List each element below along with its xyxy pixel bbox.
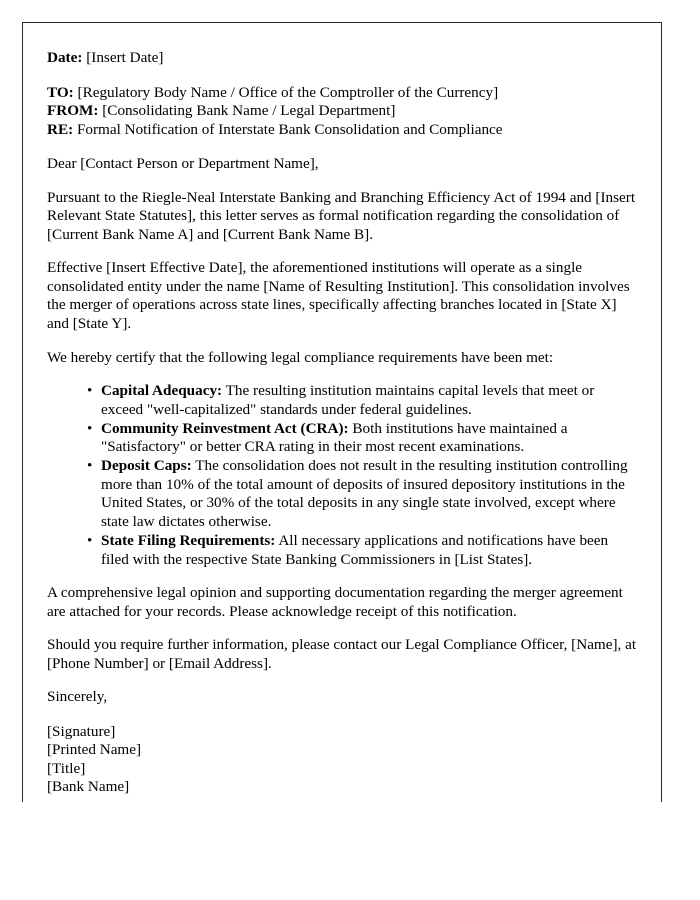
compliance-term: Community Reinvestment Act (CRA): (101, 419, 349, 437)
compliance-text: Both institutions have maintained a "Satisfactory" or better CRA rating in their most recent examinations. (101, 419, 568, 456)
compliance-term: Capital Adequacy: (101, 382, 223, 400)
date-label: Date: (47, 49, 83, 66)
closing-paragraph-2: Should you require further information, please contact our Legal Compliance Officer, [Name], at [Phone Number] or [Email Address]. (47, 636, 637, 672)
body-paragraph-1: Pursuant to the Riegle-Neal Interstate Banking and Branching Efficiency Act of 1994 and [Insert Relevant State Statutes], this letter serves as formal notification regarding the consolidation of [Current Bank Name A] and [Current Bank Name B]. (47, 188, 636, 243)
signature-block (47, 723, 639, 797)
compliance-term: State Filing Requirements: (101, 531, 276, 549)
re-value: Formal Notification of Interstate Bank Consolidation and Compliance (76, 120, 503, 138)
compliance-term: Deposit Caps: (101, 457, 192, 475)
from-label: FROM: (47, 102, 99, 120)
compliance-list (47, 382, 639, 569)
letter-content (23, 23, 661, 797)
date-value: [Insert Date] (86, 49, 164, 66)
certification-lead-in: We hereby certify that the following legal compliance requirements have been met: (47, 348, 554, 366)
to-line (47, 84, 639, 103)
compliance-text: All necessary applications and notifications have been filed with the respective State Banking Commissioners in [List States]. (101, 531, 609, 568)
to-label: TO: (47, 83, 74, 101)
list-item (87, 382, 639, 419)
body-paragraph-2: Effective [Insert Effective Date], the aforementioned institutions will operate as a single consolidated entity under the name [Name of Resulting Institution]. This consolidation involves the merger of operations across state lines, specifically affecting branches located in [State X] and [State Y]. (47, 259, 630, 333)
list-item (87, 532, 639, 569)
signature-placeholder: [Signature] (47, 722, 116, 740)
re-label: RE: (47, 120, 74, 138)
from-line (47, 102, 639, 121)
salutation: Dear [Contact Person or Department Name], (47, 155, 319, 173)
to-value: [Regulatory Body Name / Office of the Comptroller of the Currency] (77, 83, 499, 101)
closing-paragraph-1: A comprehensive legal opinion and supporting documentation regarding the merger agreement are attached for your records. Please acknowledge receipt of this notification. (47, 584, 623, 620)
from-value: [Consolidating Bank Name / Legal Department] (102, 102, 396, 120)
printed-name: [Printed Name] (47, 741, 142, 759)
closing-salutation: Sincerely, (47, 688, 108, 706)
re-line (47, 121, 639, 140)
address-block (47, 84, 639, 140)
compliance-text: The consolidation does not result in the resulting institution controlling more than 10% of the total amount of deposits of insured depository institutions in the United States, or 30% of the total deposits in any single state involved, except where state law dictates otherwise. (101, 457, 628, 530)
list-item (87, 420, 639, 457)
signer-title: [Title] (47, 759, 86, 777)
compliance-text: The resulting institution maintains capital levels that meet or exceed "well-capitalized" standards under federal guidelines. (101, 382, 595, 418)
bank-name: [Bank Name] (47, 778, 130, 796)
list-item (87, 457, 639, 531)
date-line (47, 49, 639, 68)
letter-page (22, 22, 662, 802)
